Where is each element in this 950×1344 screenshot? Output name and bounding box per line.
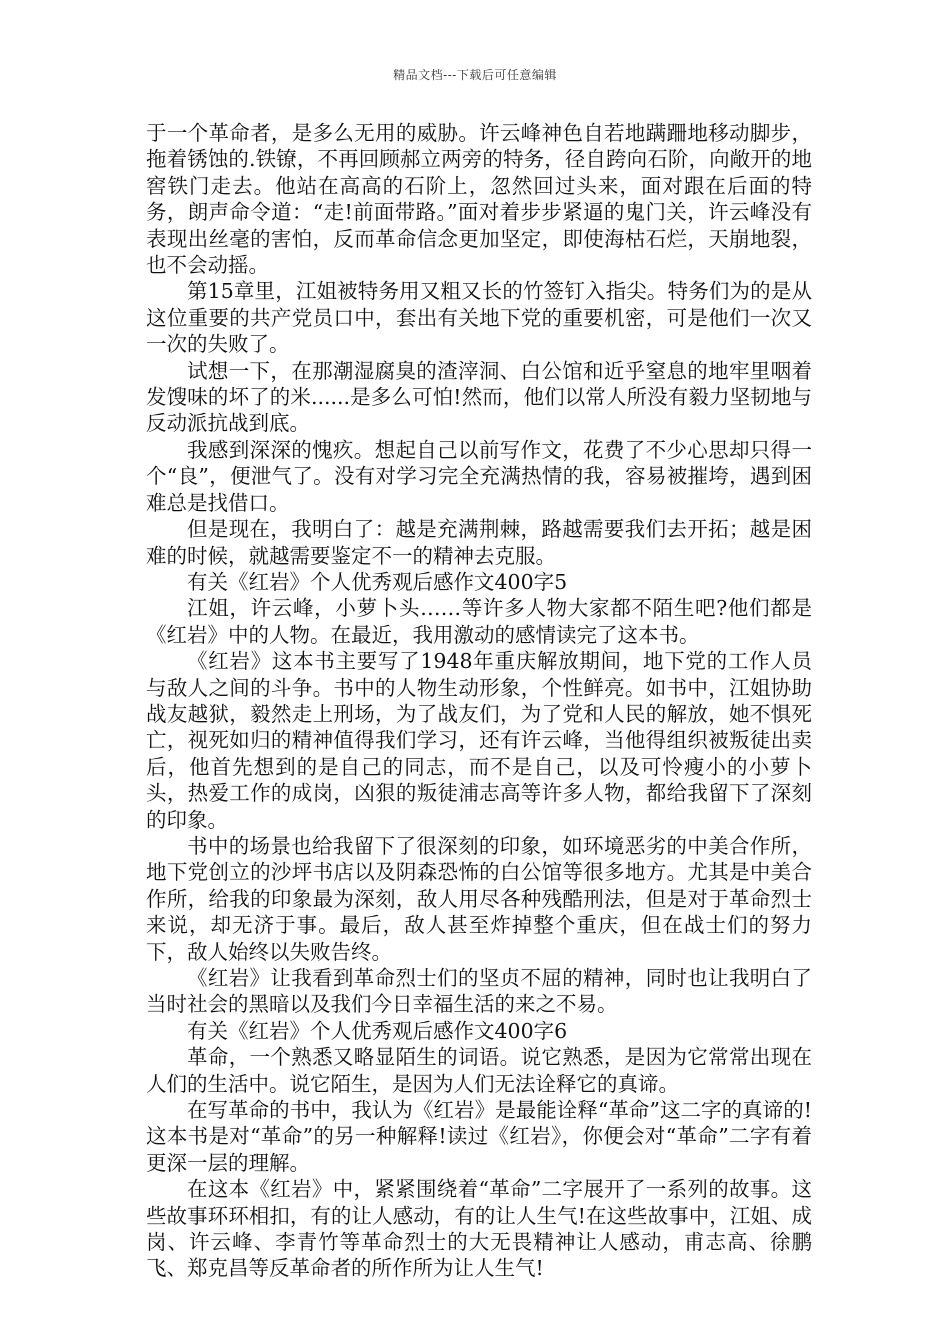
paragraph: 但是现在，我明白了：越是充满荆棘，路越需要我们去开拓；越是困难的时候，就越需要鉴定不一的精神去克服。 xyxy=(146,517,812,568)
paragraph: 第15章里，江姐被特务用又粗又长的竹签钉入指尖。特务们为的是从这位重要的共产党员口中，套出有关地下党的重要机密，可是他们一次又一次的失败了。 xyxy=(146,279,812,357)
paragraph: 《红岩》让我看到革命烈士们的坚贞不屈的精神，同时也让我明白了当时社会的黑暗以及我们今日幸福生活的来之不易。 xyxy=(146,966,812,1017)
section-heading: 有关《红岩》个人优秀观后感作文400字5 xyxy=(187,569,568,594)
paragraph: 江姐，许云峰，小萝卜头……等许多人物大家都不陌生吧?他们都是《红岩》中的人物。在最近，我用激动的感情读完了这本书。 xyxy=(146,596,812,647)
document-body xyxy=(146,120,812,1282)
paragraph: 书中的场景也给我留下了很深刻的印象，如环境恶劣的中美合作所，地下党创立的沙坪书店以及阴森恐怖的白公馆等很多地方。尤其是中美合作所，给我的印象最为深刻，敌人用尽各种残酷刑法，但是对于革命烈士来说，却无济于事。最后，敌人甚至炸掉整个重庆，但在战士们的努力下，敌人始终以失败告终。 xyxy=(146,833,812,964)
section-heading: 有关《红岩》个人优秀观后感作文400字6 xyxy=(187,1018,568,1043)
page-header: 精品文档---下载后可任意编辑 xyxy=(393,68,557,82)
paragraph: 《红岩》这本书主要写了1948年重庆解放期间，地下党的工作人员与敌人之间的斗争。书中的人物生动形象，个性鲜亮。如书中，江姐协助战友越狱，毅然走上刑场，为了战友们，为了党和人民的解放，她不惧死亡，视死如归的精神值得我们学习，还有许云峰，当他得组织被叛徒出卖后，他首先想到的是自己的同志，而不是自己，以及可怜瘦小的小萝卜头，热爱工作的成岗，凶狠的叛徒浦志高等许多人物，都给我留下了深刻的印象。 xyxy=(146,649,812,832)
paragraph: 试想一下，在那潮湿腐臭的渣滓洞、白公馆和近乎窒息的地牢里咽着发馊味的坏了的米......是多么可怕!然而，他们以常人所没有毅力坚韧地与反动派抗战到底。 xyxy=(146,358,812,436)
paragraph: 我感到深深的愧疚。想起自己以前写作文，花费了不少心思却只得一个“良”，便泄气了。没有对学习完全充满热情的我，容易被摧垮，遇到困难总是找借口。 xyxy=(146,437,812,515)
paragraph: 革命，一个熟悉又略显陌生的词语。说它熟悉，是因为它常常出现在人们的生活中。说它陌生，是因为人们无法诠释它的真谛。 xyxy=(146,1045,812,1096)
paragraph: 在写革命的书中，我认为《红岩》是最能诠释“革命”这二字的真谛的!这本书是对“革命”的另一种解释!读过《红岩》，你便会对“革命”二字有着更深一层的理解。 xyxy=(146,1098,812,1175)
paragraph: 在这本《红岩》中，紧紧围绕着“革命”二字展开了一系列的故事。这些故事环环相扣，有的让人感动，有的让人生气!在这些故事中，江姐、成岗、许云峰、李青竹等革命烈士的大无畏精神让人感动，甫志高、徐鹏飞、郑克昌等反革命者的所作所为让人生气! xyxy=(146,1177,812,1281)
paragraph: 于一个革命者，是多么无用的威胁。许云峰神色自若地蹒跚地移动脚步，拖着锈蚀的.铁镣，不再回顾郝立两旁的特务，径自跨向石阶，向敞开的地窖铁门走去。他站在高高的石阶上，忽然回过头来，面对跟在后面的特务，朗声命令道：“走!前面带路。”面对着步步紧逼的鬼门关，许云峰没有表现出丝毫的害怕，反而革命信念更加坚定，即使海枯石烂，天崩地裂，也不会动摇。 xyxy=(146,121,812,278)
